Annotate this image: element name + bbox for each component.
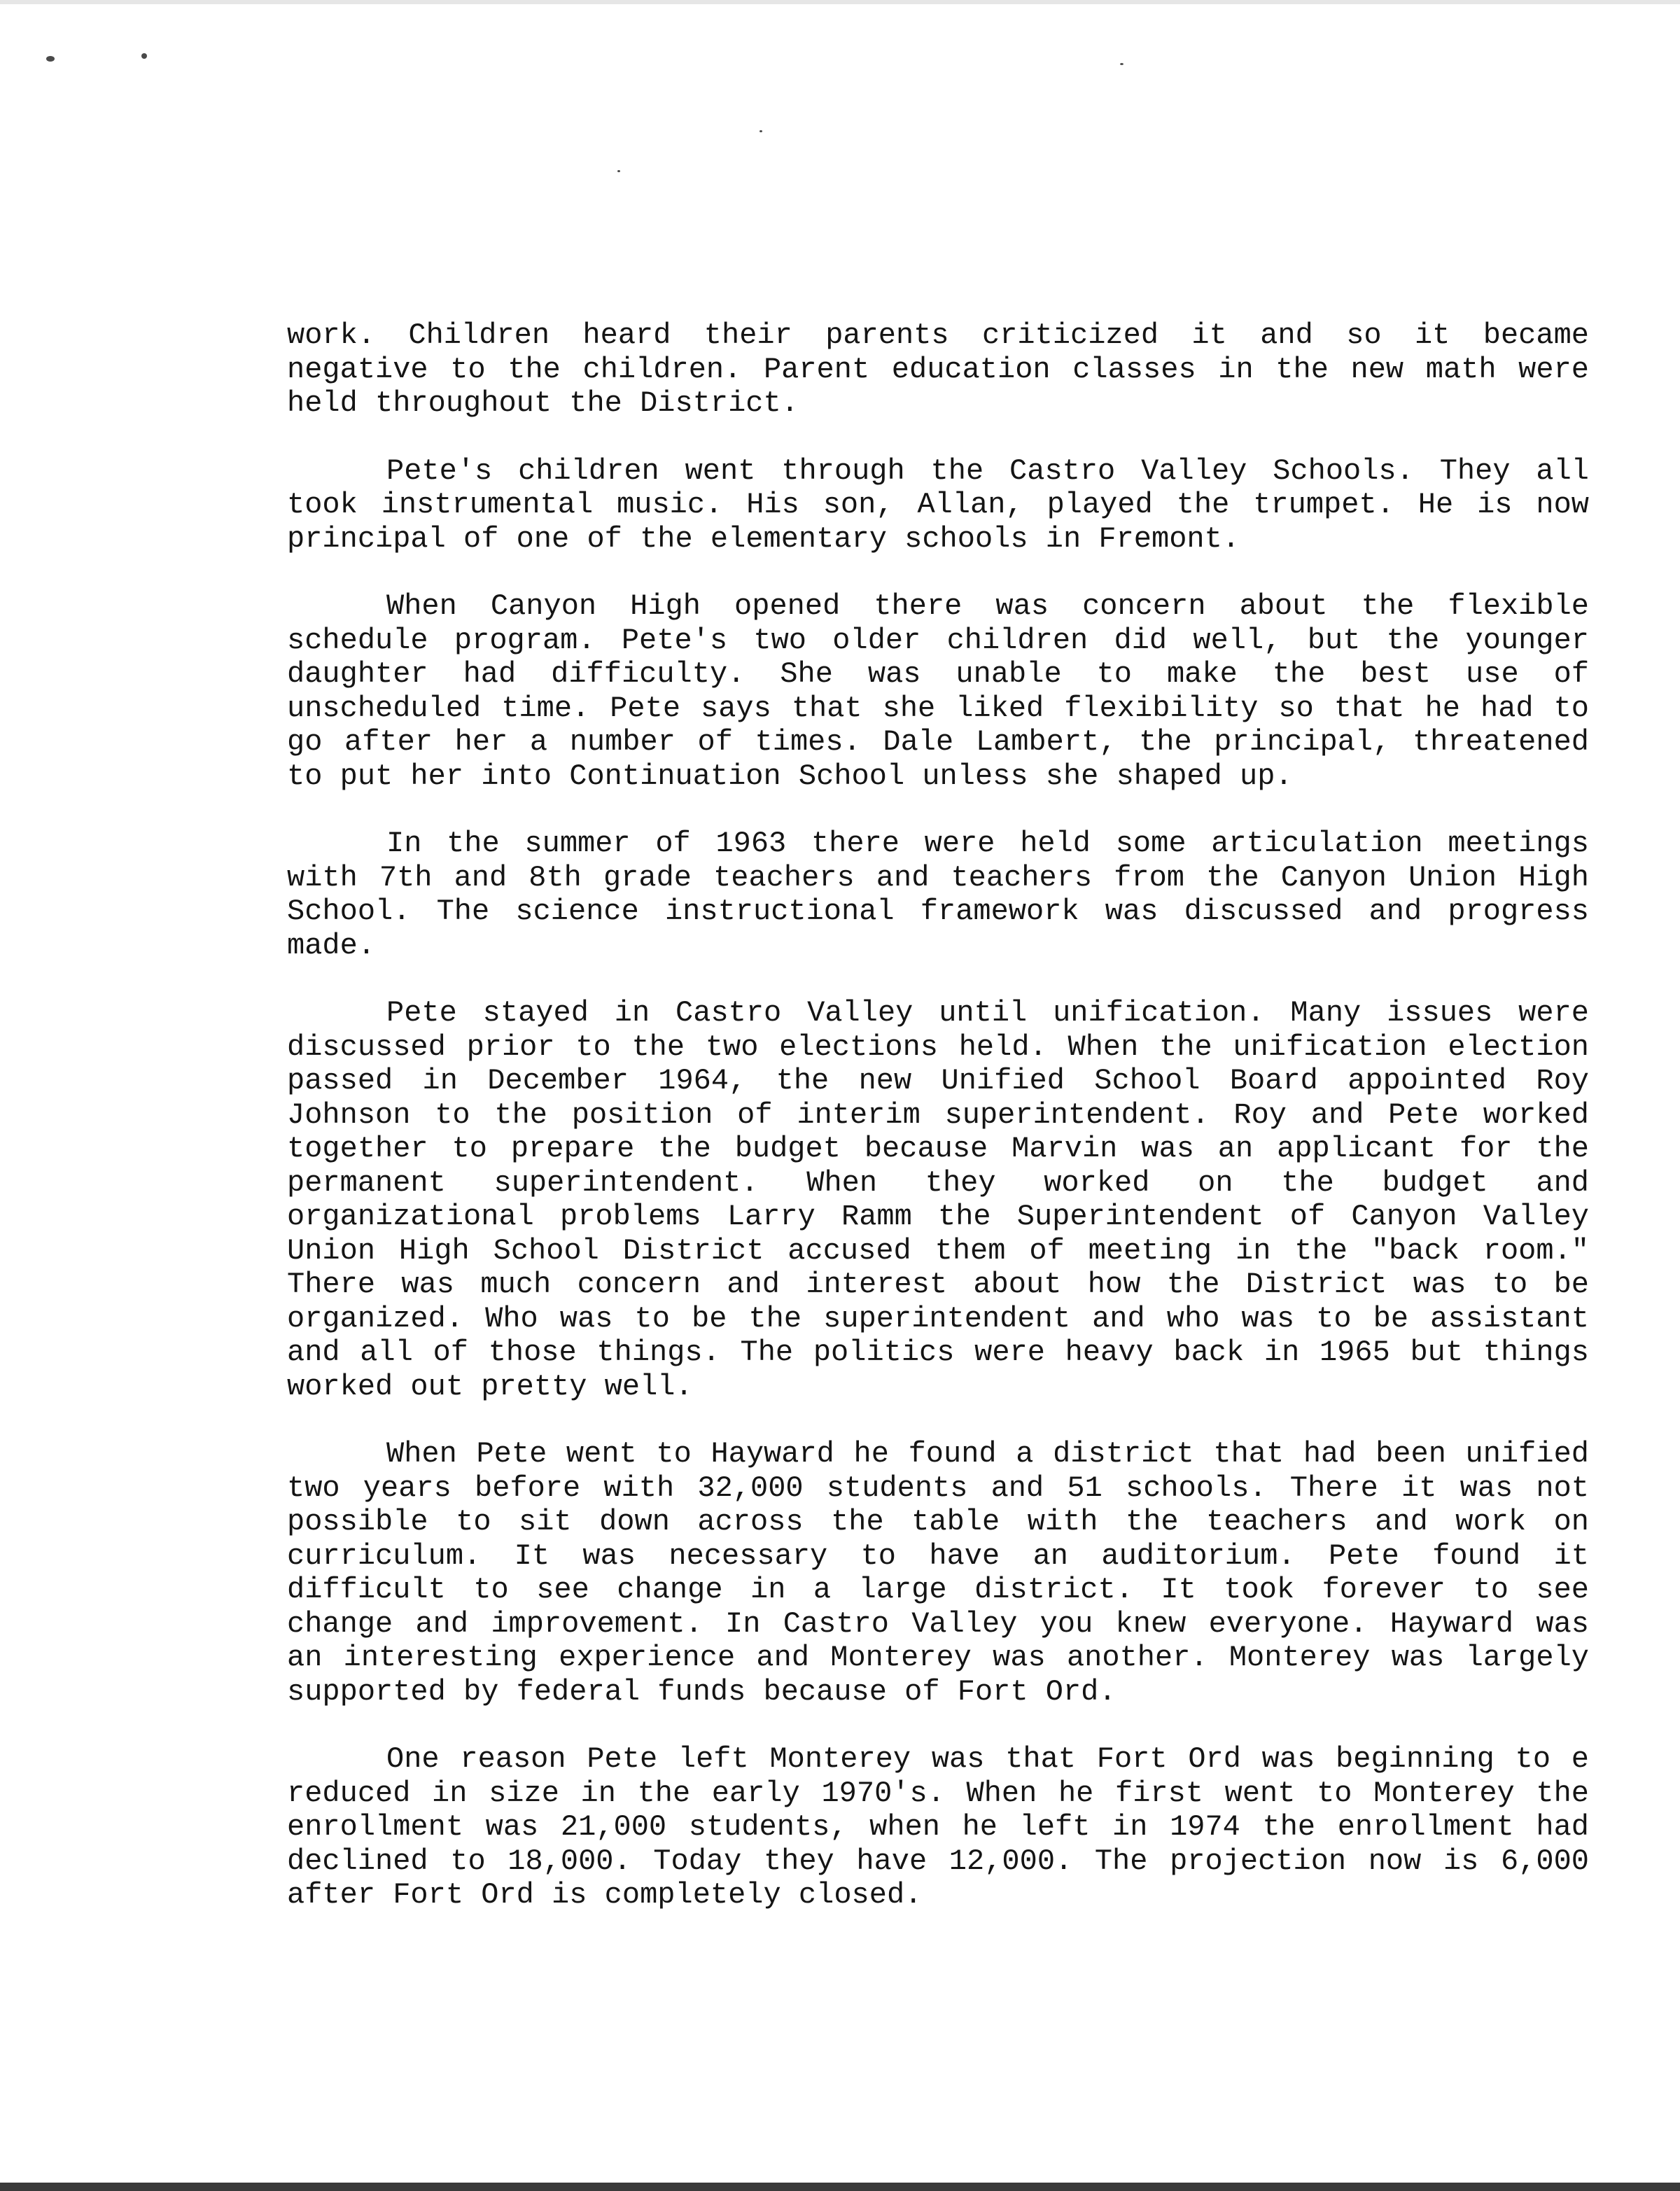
scan-speck — [760, 130, 762, 132]
paragraph: Pete's children went through the Castro Valley Schools. They all took instrumental music. His son, Allan, played the trumpet. He is now principal of one of the elementary schools in Fremont. — [287, 454, 1589, 556]
paragraph: When Canyon High opened there was concern about the flexible schedule program. Pete's two older children did well, but the younger daughter had difficulty. She was unable to make the best use of unscheduled time. Pete says that she liked flexibility so that he had to go after her a number of times. Dale Lambert, the principal, threatened to put her into Continuation School unless she shaped up. — [287, 589, 1589, 793]
scan-top-edge — [0, 0, 1680, 4]
document-body — [287, 318, 1589, 1946]
scan-speck — [46, 56, 55, 62]
scan-speck — [141, 53, 147, 59]
scan-speck — [1120, 63, 1124, 65]
scan-bottom-edge — [0, 2183, 1680, 2191]
paragraph: One reason Pete left Monterey was that Fort Ord was beginning to e reduced in size in the early 1970's. When he first went to Monterey the enrollment was 21,000 students, when he left in 1974 the enrollment had declined to 18,000. Today they have 12,000. The projection now is 6,000 after Fort Ord is completely closed. — [287, 1742, 1589, 1912]
paragraph: When Pete went to Hayward he found a district that had been unified two years before with 32,000 students and 51 schools. There it was not possible to sit down across the table with the teachers and work on curriculum. It was necessary to have an auditorium. Pete found it difficult to see change in a large district. It took forever to see change and improvement. In Castro Valley you knew everyone. Hayward was an interesting experience and Monterey was another. Monterey was largely supported by federal funds because of Fort Ord. — [287, 1437, 1589, 1709]
paragraph: Pete stayed in Castro Valley until unification. Many issues were discussed prior to the two elections held. When the unification election passed in December 1964, the new Unified School Board appointed Roy Johnson to the position of interim superintendent. Roy and Pete worked together to prepare the budget because Marvin was an applicant for the permanent superintendent. When they worked on the budget and organizational problems Larry Ramm the Superintendent of Canyon Valley Union High School District accused them of meeting in the "back room." There was much concern and interest about how the District was to be organized. Who was to be the superintendent and who was to be assistant and all of those things. The politics were heavy back in 1965 but things worked out pretty well. — [287, 996, 1589, 1404]
paragraph: work. Children heard their parents criticized it and so it became negative to the children. Parent education classes in the new math were held throughout the District. — [287, 318, 1589, 420]
scan-speck — [617, 170, 620, 172]
paragraph: In the summer of 1963 there were held some articulation meetings with 7th and 8th grade teachers and teachers from the Canyon Union High School. The science instructional framework was discussed and progress made. — [287, 827, 1589, 962]
